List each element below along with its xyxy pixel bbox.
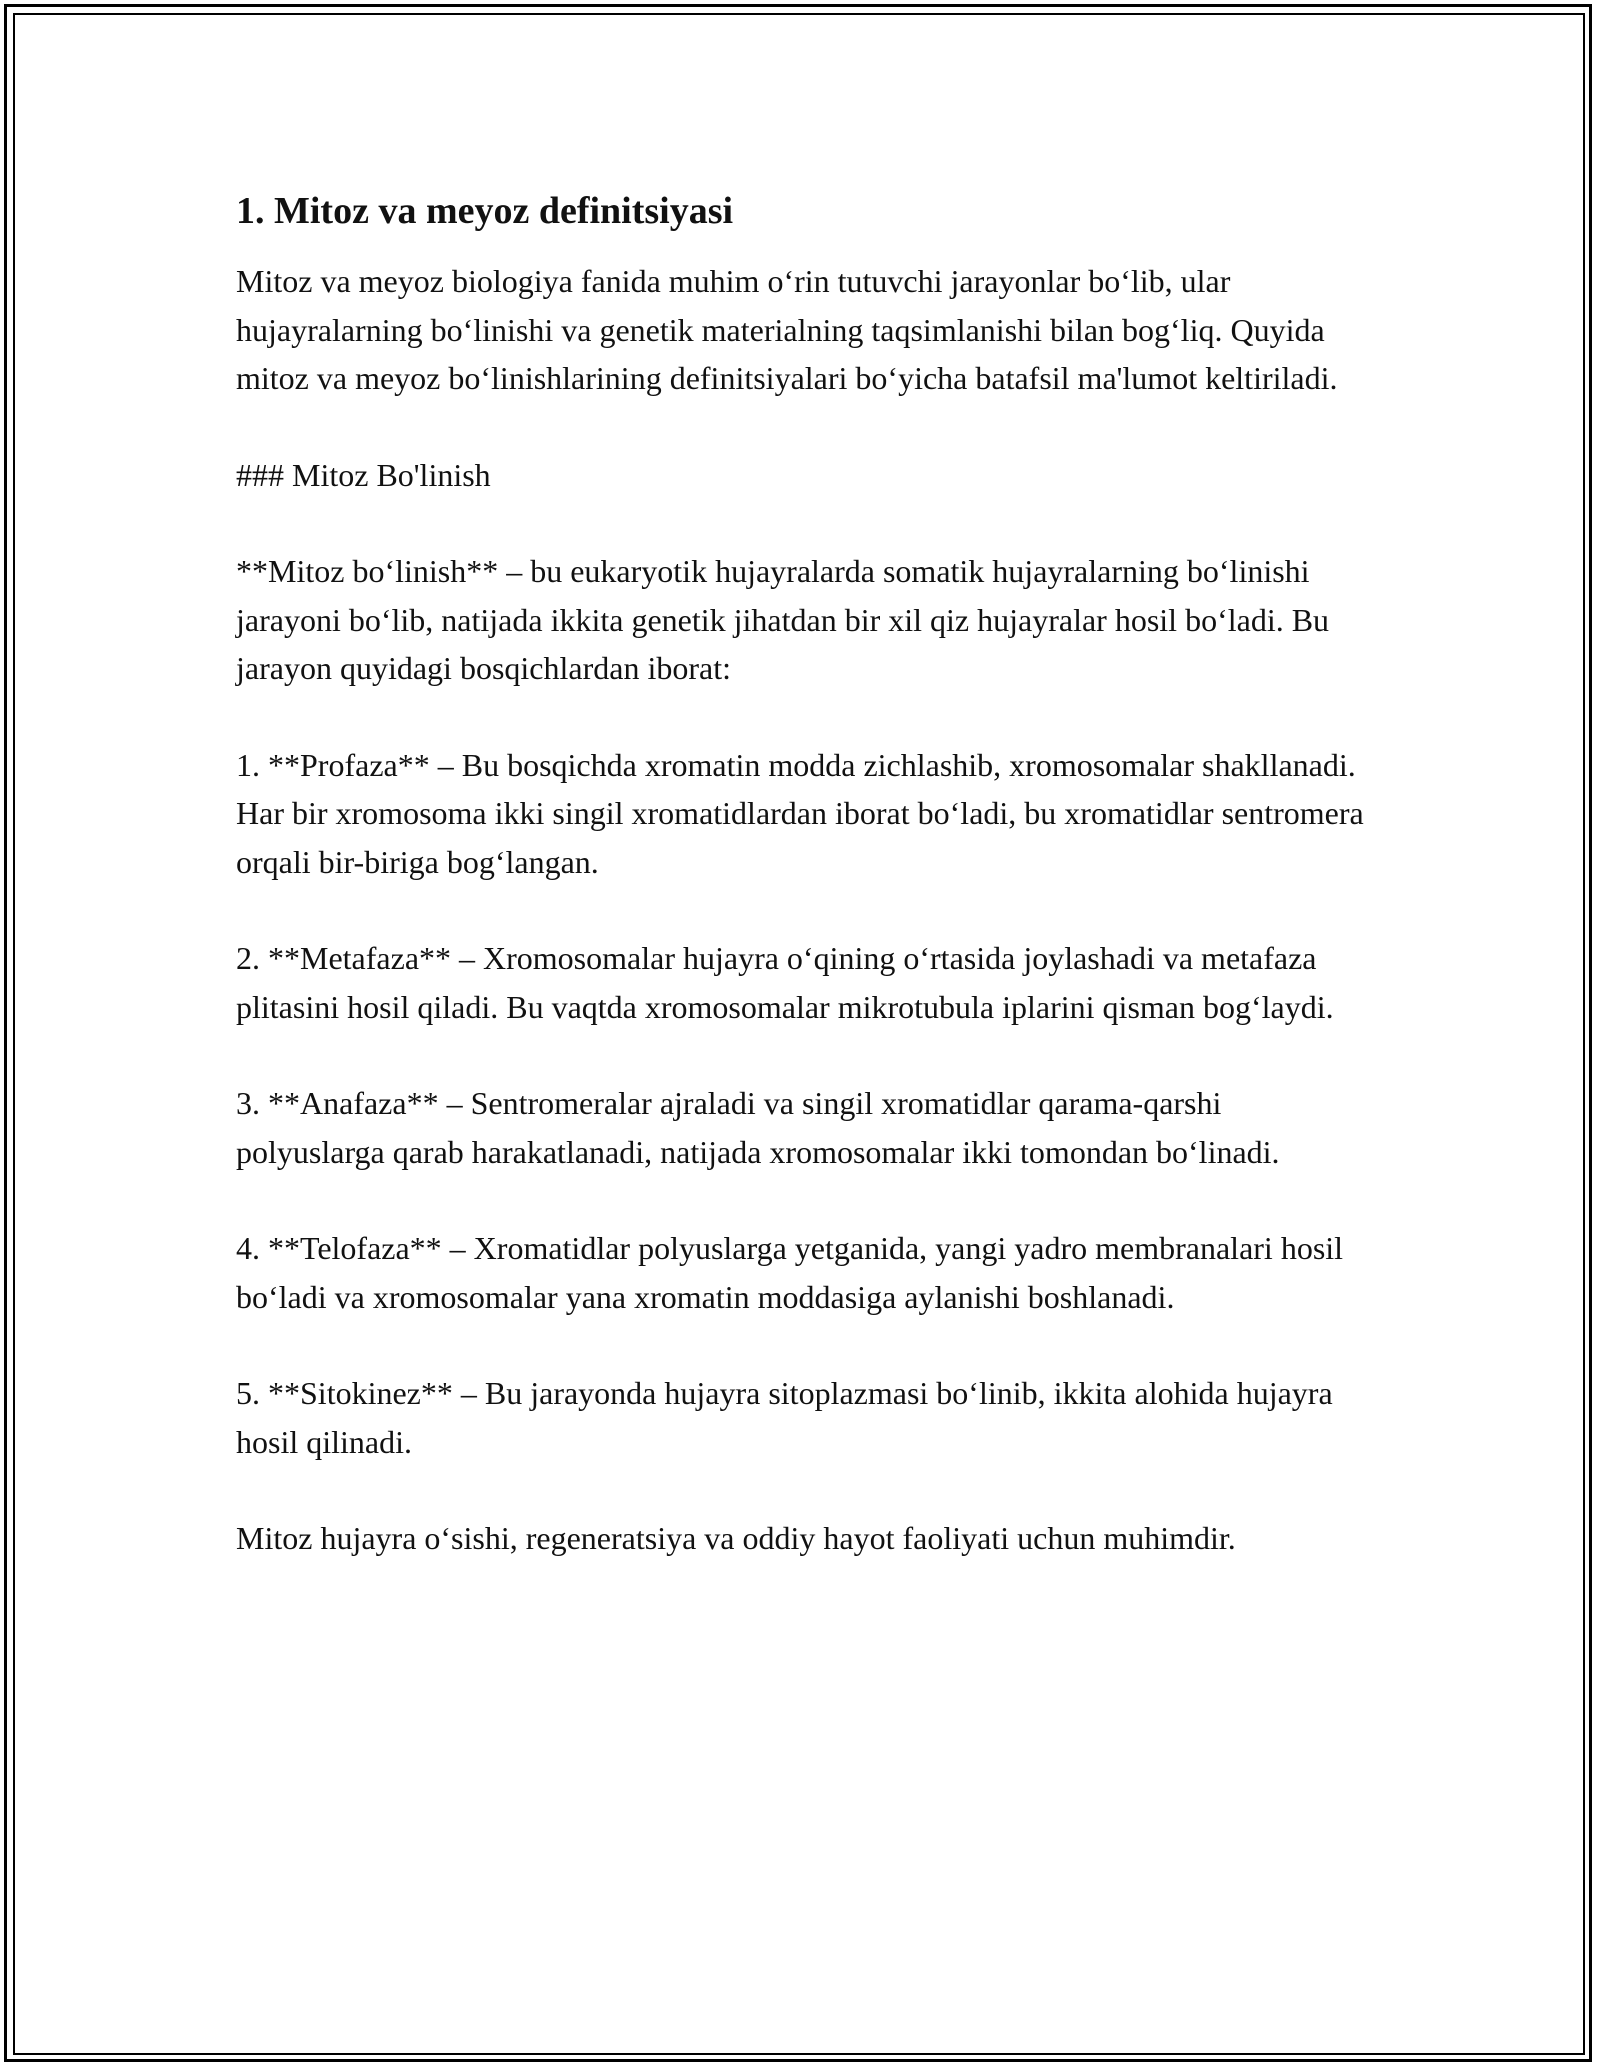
stage-metafaza: 2. **Metafaza** – Xromosomalar hujayra o‘qining o‘rtasida joylashadi va metafaza plitasini hosil qiladi. Bu vaqtda xromosomalar mikrotubula iplarini qisman bog‘laydi. — [236, 940, 1334, 1025]
stage-profaza: 1. **Profaza** – Bu bosqichda xromatin modda zichlashib, xromosomalar shakllanadi. Har bir xromosoma ikki singil xromatidlardan iborat bo‘ladi, bu xromatidlar sentromera orqali bir-biriga bog‘langan. — [236, 746, 1364, 880]
document-title: 1. Mitoz va meyoz definitsiyasi — [236, 190, 734, 232]
conclusion-paragraph: Mitoz hujayra o‘sishi, regeneratsiya va oddiy hayot faoliyati uchun muhimdir. — [236, 1520, 1236, 1556]
stage-telofaza: 4. **Telofaza** – Xromatidlar polyuslarga yetganida, yangi yadro membranalari hosil bo‘ladi va xromosomalar yana xromatin moddasiga aylanishi boshlanadi. — [236, 1230, 1344, 1315]
section-heading-mitoz: ### Mitoz Bo'linish — [236, 456, 491, 493]
document-body — [236, 185, 1376, 1563]
stage-anafaza: 3. **Anafaza** – Sentromeralar ajraladi va singil xromatidlar qarama-qarshi polyuslarga qarab harakatlanadi, natijada xromosomalar ikki tomondan bo‘linadi. — [236, 1085, 1280, 1170]
intro-paragraph: Mitoz va meyoz biologiya fanida muhim o‘rin tutuvchi jarayonlar bo‘lib, ular hujayralarning bo‘linishi va genetik materialning taqsimlanishi bilan bog‘liq. Quyida mitoz va meyoz bo‘linishlarining definitsiyalari bo‘yicha batafsil ma'lumot keltiriladi. — [236, 263, 1338, 396]
mitoz-definition-paragraph: **Mitoz bo‘linish** – bu eukaryotik hujayralarda somatik hujayralarning bo‘linishi jarayoni bo‘lib, natijada ikkita genetik jihatdan bir xil qiz hujayralar hosil bo‘ladi. Bu jarayon quyidagi bosqichlardan iborat: — [236, 553, 1330, 686]
stage-sitokinez: 5. **Sitokinez** – Bu jarayonda hujayra sitoplazmasi bo‘linib, ikkita alohida hujayra hosil qilinadi. — [236, 1375, 1333, 1460]
